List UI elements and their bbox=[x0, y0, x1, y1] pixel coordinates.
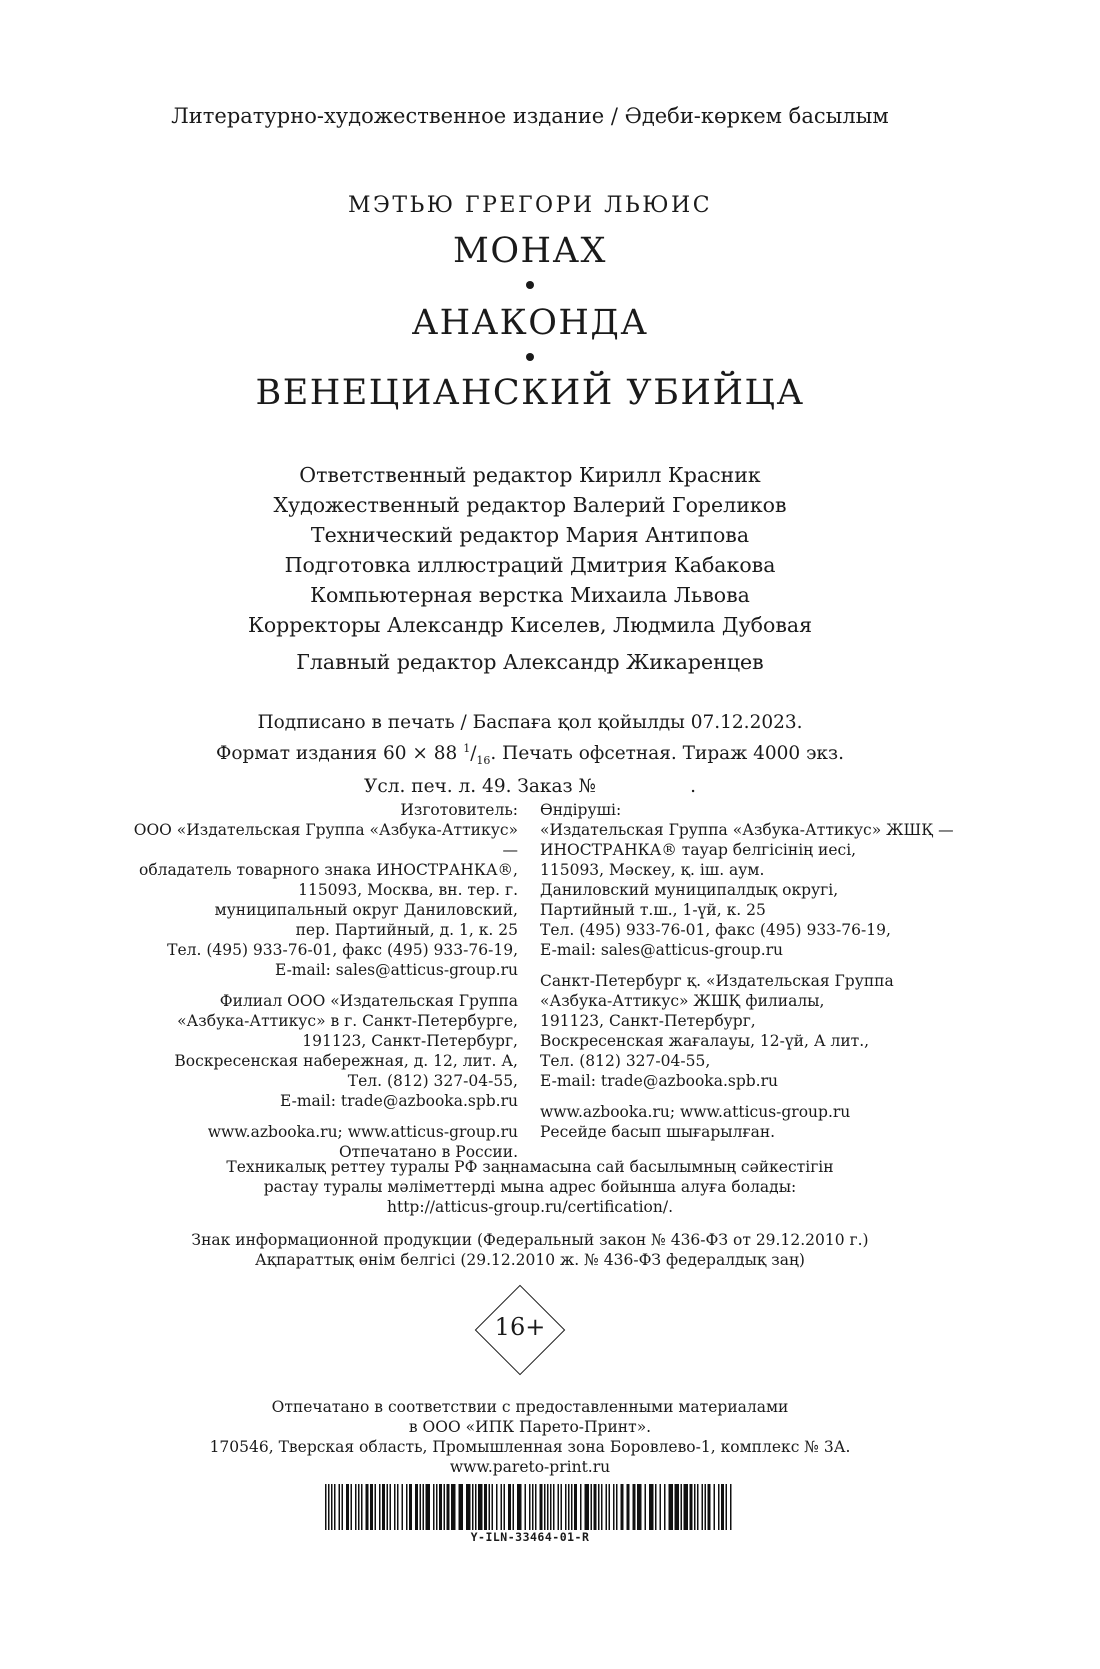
text-line: 191123, Санкт-Петербург, bbox=[302, 1032, 518, 1050]
edition-line: Литературно-художественное издание / Әдеби-көркем басылым bbox=[171, 104, 889, 128]
text-line: Воскресенская жағалауы, 12-үй, А лит., bbox=[540, 1032, 870, 1050]
credit-line: Художественный редактор Валерий Гореликов bbox=[273, 493, 787, 517]
text-line: Знак информационной продукции (Федеральный закон № 436-ФЗ от 29.12.2010 г.) bbox=[191, 1231, 869, 1249]
text-line: 191123, Санкт-Петербург, bbox=[540, 1012, 756, 1030]
printer-info bbox=[0, 1397, 1060, 1477]
text-line: http://atticus-group.ru/certification/. bbox=[386, 1198, 673, 1216]
text-line: ИНОСТРАНКА® тауар белгісінің иесі, bbox=[540, 841, 857, 859]
format-suffix: . Печать офсетная. Тираж 4000 экз. bbox=[490, 743, 844, 765]
certification-note bbox=[0, 1157, 1060, 1217]
text-line: «Издательская Группа «Азбука-Аттикус» ЖШҚ — bbox=[540, 821, 954, 839]
text-line: Тел. (812) 327-04-55, bbox=[347, 1072, 518, 1090]
barcode-caption: Y-ILN-33464-01-R bbox=[470, 1530, 590, 1544]
author-name: МЭТЬЮ ГРЕГОРИ ЛЬЮИС bbox=[347, 193, 713, 218]
text-line: 115093, Мәскеу, қ. іш. аум. bbox=[540, 861, 765, 879]
web-kz-block bbox=[540, 1102, 960, 1142]
text-line: в ООО «ИПК Парето-Принт». bbox=[408, 1418, 652, 1436]
title-anaconda: АНАКОНДА bbox=[411, 303, 649, 343]
branch-ru-block bbox=[120, 991, 518, 1111]
format-slash: / bbox=[470, 743, 477, 765]
text-line: «Азбука-Аттикус» ЖШҚ филиалы, bbox=[540, 992, 825, 1010]
chief-editor: Главный редактор Александр Жикаренцев bbox=[296, 650, 764, 674]
title-venetian-assassin: ВЕНЕЦИАНСКИЙ УБИЙЦА bbox=[255, 373, 805, 413]
text-line: Отпечатано в соответствии с предоставленными материалами bbox=[271, 1398, 789, 1416]
text-line: Тел. (812) 327-04-55, bbox=[540, 1052, 711, 1070]
text-line: www.azbooka.ru; www.atticus-group.ru bbox=[540, 1103, 851, 1121]
format-sub: 16 bbox=[476, 753, 491, 767]
text-line: Техникалық реттеу туралы РФ заңнамасына сай басылымның сәйкестігін bbox=[226, 1158, 834, 1176]
credit-line: Ответственный редактор Кирилл Красник bbox=[299, 463, 761, 487]
text-line: Тел. (495) 933-76-01, факс (495) 933-76-19, bbox=[540, 921, 891, 939]
format-sup: 1 bbox=[463, 742, 471, 755]
manufacturer-ru-block bbox=[120, 800, 518, 980]
text-line: 170546, Тверская область, Промышленная зона Боровлево-1, комплекс № 3А. bbox=[209, 1438, 851, 1456]
signed-line: Подписано в печать / Баспаға қол қойылды 07.12.2023. bbox=[257, 712, 803, 733]
text-line: Ресейде басып шығарылған. bbox=[540, 1123, 776, 1141]
text-line: Воскресенская набережная, д. 12, лит. А, bbox=[174, 1052, 518, 1070]
text-line: Санкт-Петербург қ. «Издательская Группа bbox=[540, 972, 894, 990]
text-line: E-mail: sales@atticus-group.ru bbox=[540, 941, 784, 959]
credits-list bbox=[0, 460, 1060, 640]
text-line: E-mail: sales@atticus-group.ru bbox=[274, 961, 518, 979]
barcode-icon bbox=[323, 1484, 737, 1530]
bullet-dot-icon bbox=[526, 353, 534, 361]
text-line: www.azbooka.ru; www.atticus-group.ru bbox=[207, 1123, 518, 1141]
text-line: E-mail: trade@azbooka.spb.ru bbox=[540, 1072, 778, 1090]
text-line: Даниловский муниципалдық округі, bbox=[540, 881, 839, 899]
text-line: растау туралы мәліметтерді мына адрес бойынша алуға болады: bbox=[263, 1178, 797, 1196]
manufacturer-kz-block bbox=[540, 800, 960, 960]
format-prefix: Формат издания 60 × 88 bbox=[216, 743, 464, 765]
age-rating-label: 16+ bbox=[494, 1313, 546, 1341]
format-line bbox=[0, 736, 1060, 774]
age-rating-badge bbox=[475, 1285, 565, 1375]
text-line: Өндіруші: bbox=[540, 801, 622, 819]
manufacturer-kz bbox=[540, 800, 960, 1153]
text-line: Отпечатано в России. bbox=[338, 1143, 518, 1161]
order-line: Усл. печ. л. 49. Заказ № . bbox=[364, 775, 696, 797]
text-line: Тел. (495) 933-76-01, факс (495) 933-76-19, bbox=[167, 941, 518, 959]
text-line: обладатель товарного знака ИНОСТРАНКА®, bbox=[138, 861, 518, 879]
text-line: «Азбука-Аттикус» в г. Санкт-Петербурге, bbox=[177, 1012, 518, 1030]
text-line: 115093, Москва, вн. тер. г. bbox=[298, 881, 518, 899]
bullet-dot-icon bbox=[526, 281, 534, 289]
credit-line: Компьютерная верстка Михаила Львова bbox=[310, 583, 750, 607]
branch-kz-block bbox=[540, 971, 960, 1091]
text-line: ООО «Издательская Группа «Азбука-Аттикус» — bbox=[133, 821, 518, 859]
text-line: www.pareto-print.ru bbox=[449, 1458, 611, 1476]
text-line: E-mail: trade@azbooka.spb.ru bbox=[280, 1092, 518, 1110]
credit-line: Корректоры Александр Киселев, Людмила Дубовая bbox=[247, 613, 813, 637]
text-line: пер. Партийный, д. 1, к. 25 bbox=[295, 921, 518, 939]
title-monk: МОНАХ bbox=[453, 231, 607, 271]
text-line: муниципальный округ Даниловский, bbox=[214, 901, 518, 919]
web-ru-block bbox=[120, 1122, 518, 1162]
credit-line: Технический редактор Мария Антипова bbox=[310, 523, 750, 547]
credit-line: Подготовка иллюстраций Дмитрия Кабакова bbox=[284, 553, 776, 577]
text-line: Изготовитель: bbox=[400, 801, 518, 819]
manufacturer-ru bbox=[120, 800, 518, 1173]
text-line: Ақпараттық өнім белгісі (29.12.2010 ж. № 436-ФЗ федералдық заң) bbox=[255, 1251, 805, 1269]
print-info bbox=[0, 710, 1060, 800]
info-product-law bbox=[0, 1230, 1060, 1270]
text-line: Партийный т.ш., 1-үй, к. 25 bbox=[540, 901, 766, 919]
text-line: Филиал ООО «Издательская Группа bbox=[219, 992, 518, 1010]
